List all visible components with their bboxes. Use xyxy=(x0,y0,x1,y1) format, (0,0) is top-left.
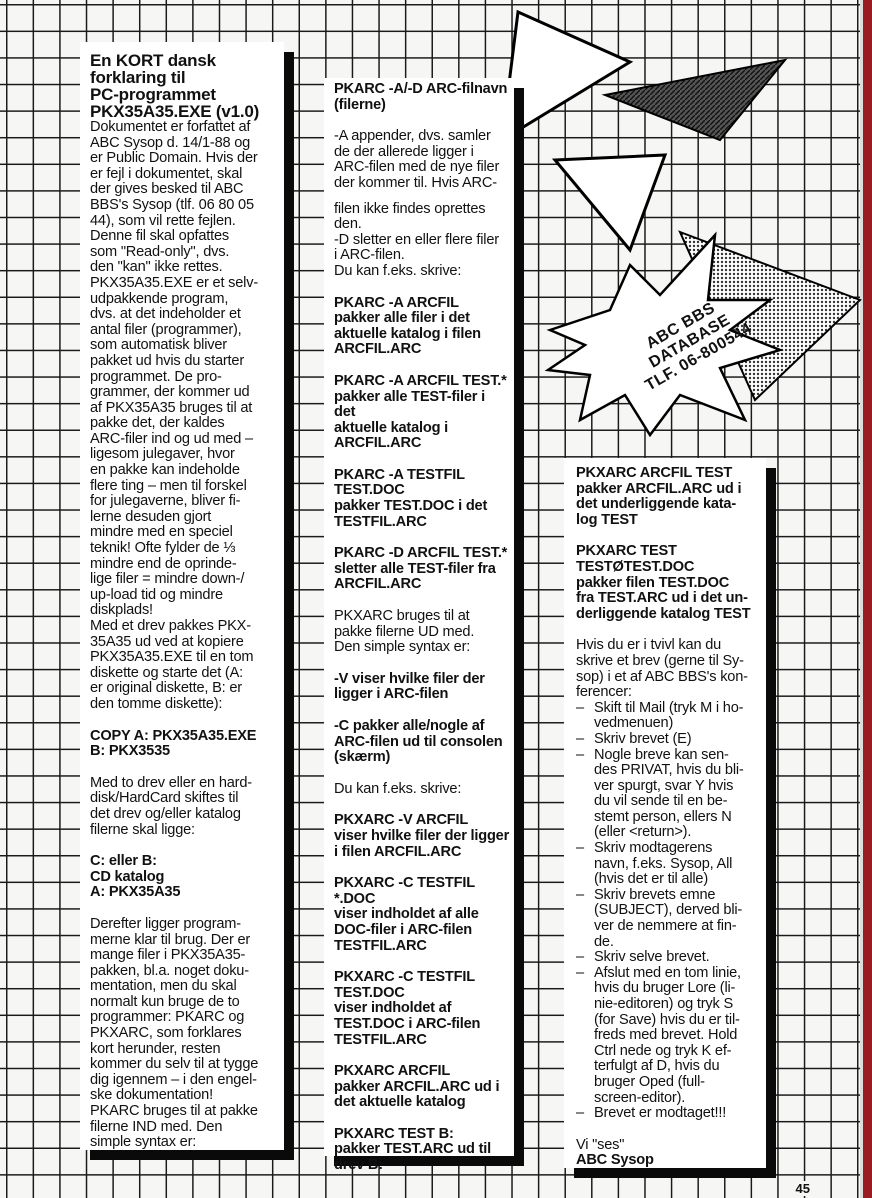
col1-command-1: COPY A: PKX35A35.EXE B: PKX3535 xyxy=(90,727,257,760)
col2-option-v: -V viser hvilke filer der ligger i ARC-filen xyxy=(334,670,485,703)
col2-example-9: PKXARC TEST B: pakker TEST.ARC ud til drev B: xyxy=(334,1125,491,1174)
column-1 xyxy=(80,42,284,1150)
col2-example-3: PKARC -A TESTFIL TEST.DOC pakker TEST.DOC i det TESTFIL.ARC xyxy=(334,466,488,530)
col2-paragraph-2: filen ikke findes oprettes den. -D sletter en eller flere filer i ARC-filen. Du kan f.eks. skrive: xyxy=(334,200,499,279)
triangle-white-large xyxy=(502,12,630,140)
instruction-list xyxy=(576,701,762,1122)
col2-example-1: PKARC -A ARCFIL pakker alle filer i det aktuelle katalog i filen ARCFIL.ARC xyxy=(334,294,481,358)
page-number: 45 xyxy=(795,1181,810,1196)
closing-line: Vi "ses" xyxy=(576,1136,625,1153)
col2-example-4: PKARC -D ARCFIL TEST.* sletter alle TEST-filer fra ARCFIL.ARC xyxy=(334,545,508,593)
col3-example-2: PKXARC TEST TESTØTEST.DOC pakker filen TEST.DOC fra TEST.ARC ud i det un- derliggende katalog TEST xyxy=(576,543,751,622)
col1-paragraph-2: Med to drev eller en hard- disk/HardCard skiftes til det drev og/eller katalog filerne skal ligge: xyxy=(90,774,252,838)
list-item: – Nogle breve kan sen- des PRIVAT, hvis du bli- ver spurgt, svar Y hvis du vil sende til en be- stemt person, ellers N (eller <return>). xyxy=(576,748,762,842)
col2-example-8: PKXARC ARCFIL pakker ARCFIL.ARC ud i det aktuelle katalog xyxy=(334,1063,500,1111)
list-item: – Skriv selve brevet. xyxy=(576,950,762,966)
col2-option-c: -C pakker alle/nogle af ARC-filen ud til consolen (skærm) xyxy=(334,718,503,766)
col2-example-6: PKXARC -C TESTFIL *.DOC viser indholdet af alle DOC-filer i ARC-filen TESTFIL.ARC xyxy=(334,875,479,954)
col1-command-2: C: eller B: CD katalog A: PKX35A35 xyxy=(90,853,181,901)
col2-paragraph-4: Du kan f.eks. skrive: xyxy=(334,780,462,797)
col3-paragraph-1: Hvis du er i tvivl kan du skrive et brev (gerne til Sy- sop) i et af ABC BBS's kon- ferencer: xyxy=(576,637,748,701)
list-item: – Skriv brevet (E) xyxy=(576,732,762,748)
list-item: – Skriv brevets emne (SUBJECT), derved bli- ver de nemmere at fin- de. xyxy=(576,888,762,950)
badge-text: ABC BBS DATABASE TLF. 06-800544 xyxy=(642,299,755,395)
col2-example-2: PKARC -A ARCFIL TEST.* pakker alle TEST-filer i det aktuelle katalog i ARCFIL.ARC xyxy=(334,372,507,452)
col1-paragraph-1: Dokumentet er forfattet af ABC Sysop d. 14/1-88 og er Public Domain. Hvis der er fejl i dokumentet, skal der gives besked til ABC BBS's Sysop (tlf. 06 80 05 44), som vil rette fejlen. Denne fil skal opfattes som "Read-only", dvs. den "kan" ikke rettes. PKX35A35.EXE er et selv- udpakkende program, dvs. at det indeholder et antal filer (programmer), som automatisk bliver pakket ud hvis du starter programmet. De pro- grammer, der kommer ud af PKX35A35 bruges til at pakke det, der kaldes ARC-filer ind og ud med – ligesom julegaver, hvor en pakke kan indeholde flere ting – men til forskel for julegaverne, bliver fi- lerne desuden gjort mindre med en speciel teknik! Ofte fylder de ⅓ mindre end de oprinde- lige filer = mindre down-/ up-load tid og mindre diskplads! Med et drev pakkes PKX- 35A35 ud ved at kopiere PKX35A35.EXE til en tom diskette og starte det (A: er original diskette, B: er den tomme diskette): xyxy=(90,119,258,712)
signature: ABC Sysop xyxy=(576,1152,654,1169)
col2-example-5: PKXARC -V ARCFIL viser hvilke filer der ligger i filen ARCFIL.ARC xyxy=(334,812,510,860)
list-item: – Skriv modtagerens navn, f.eks. Sysop, All (hvis det er til alle) xyxy=(576,841,762,888)
list-item: – Brevet er modtaget!!! xyxy=(576,1106,762,1122)
col2-paragraph-3: PKXARC bruges til at pakke filerne UD med. Den simple syntax er: xyxy=(334,608,475,656)
list-item: – Afslut med en tom linie, hvis du bruger Lore (li- nie-editoren) og tryk S (for Save) hvis du er til- freds med brevet. Hold Ctrl nede og tryk K ef- terfulgt af D, hvis du bruger Oped (full- screen-editor). xyxy=(576,966,762,1106)
col2-example-7: PKXARC -C TESTFIL TEST.DOC viser indholdet af TEST.DOC i ARC-filen TESTFIL.ARC xyxy=(334,969,481,1048)
col1-paragraph-3: Derefter ligger program- merne klar til brug. Der er mange filer i PKX35A35- pakken, bl.a. noget doku- mentation, men du skal normalt kun bruge de to programmer: PKARC og PKXARC, som forklares kort herunder, resten kommer du selv til at tygge dig igennem – i den engel- ske dokumentation! PKARC bruges til at pakke filerne IND med. Den simple syntax er: xyxy=(90,915,259,1151)
col2-paragraph-1: -A appender, dvs. samler de der allerede ligger i ARC-filen med de nye filer der kommer til. Hvis ARC- xyxy=(334,128,500,191)
column-2 xyxy=(324,78,514,1174)
triangle-white-small xyxy=(555,155,665,250)
column-3 xyxy=(564,458,766,1168)
article-title: En KORT dansk forklaring til PC-programmet PKX35A35.EXE (v1.0) xyxy=(90,51,260,121)
list-item: – Skift til Mail (tryk M i ho- vedmenuen) xyxy=(576,701,762,732)
col2-heading: PKARC -A/-D ARC-filnavn (filerne) xyxy=(334,81,508,113)
triangle-hatched xyxy=(605,60,785,140)
col3-example-1: PKXARC ARCFIL TEST pakker ARCFIL.ARC ud i det underliggende kata- log TEST xyxy=(576,465,742,528)
